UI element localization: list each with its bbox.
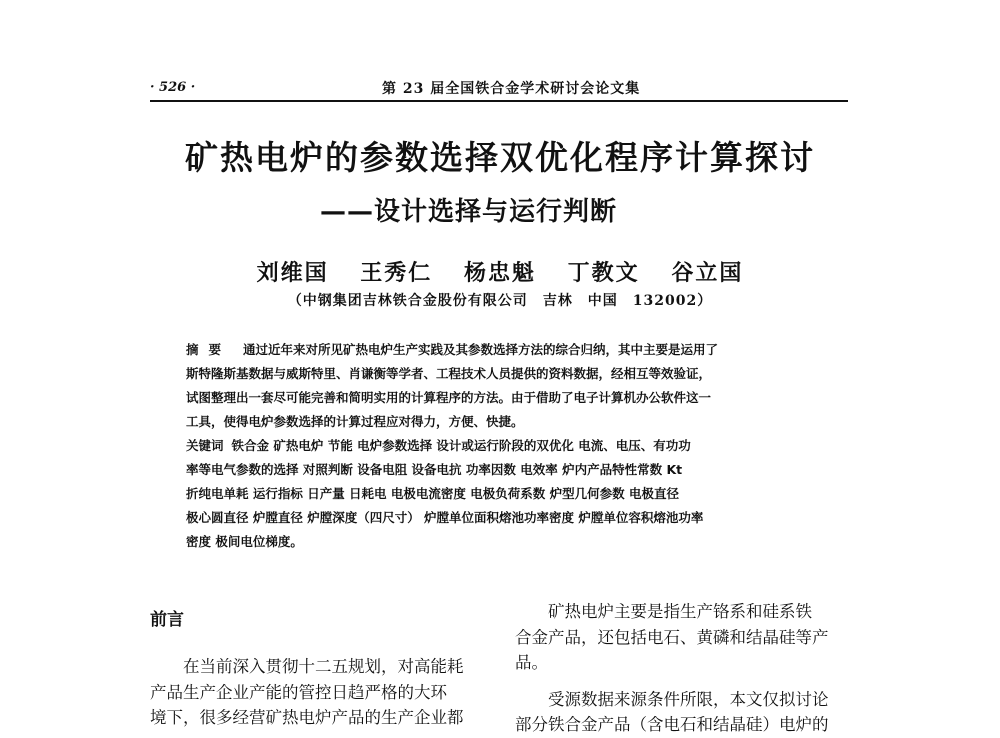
- abstract-line: 试图整理出一套尽可能完善和简明实用的计算程序的方法。由于借助了电子计算机办公软件这一: [186, 390, 712, 405]
- paper-title: 矿热电炉的参数选择双优化程序计算探讨: [185, 138, 815, 177]
- body-line: 在当前深入贯彻十二五规划，对高能耗: [183, 657, 464, 676]
- keywords-line: 率等电气参数的选择 对照判断 设备电阻 设备电抗 功率因数 电效率 炉内产品特性常数 Kt: [186, 462, 683, 477]
- section-heading: 前言: [150, 610, 184, 630]
- author-name: 丁教文: [567, 260, 640, 286]
- affiliation: （中钢集团吉林铁合金股份有限公司 吉林 中国 132002）: [287, 293, 713, 309]
- running-header: [150, 78, 848, 102]
- body-column-right: [515, 599, 860, 738]
- author-name: 刘维国: [256, 260, 329, 286]
- body-column-left: [150, 654, 500, 731]
- author-name: 谷立国: [671, 260, 744, 286]
- keywords-label: 关键词: [186, 438, 224, 453]
- abstract-line: 通过近年来对所见矿热电炉生产实践及其参数选择方法的综合归纳，其中主要是运用了: [243, 342, 719, 357]
- body-line: 产品生产企业产能的管控日趋严格的大环: [150, 682, 447, 702]
- body-line: 矿热电炉主要是指生产铬系和硅系铁: [548, 602, 812, 621]
- body-line: 境下，很多经营矿热电炉产品的生产企业都: [150, 708, 464, 727]
- paper-subtitle: ——设计选择与运行判断: [320, 197, 618, 227]
- keywords-line: 密度 极间电位梯度。: [186, 534, 303, 549]
- body-line: 受源数据来源条件所限，本文仅拟讨论: [548, 689, 829, 709]
- abstract-line: 工具，使得电炉参数选择的计算过程应对得力，方便、快捷。: [186, 414, 524, 429]
- abstract-block: [186, 338, 826, 554]
- body-line: 品。: [515, 653, 548, 672]
- author-name: 王秀仁: [360, 260, 433, 286]
- author-name: 杨忠魁: [463, 260, 536, 286]
- author-list: [0, 256, 1000, 287]
- keywords-line: 极心圆直径 炉膛直径 炉膛深度（四尺寸） 炉膛单位面积熔池功率密度 炉膛单位容积熔池功率: [186, 510, 704, 525]
- keywords-line: 折纯电单耗 运行指标 日产量 日耗电 电极电流密度 电极负荷系数 炉型几何参数 电极直径: [186, 486, 679, 501]
- abstract-line: 斯特隆斯基数据与威斯特里、肖谦衡等学者、工程技术人员提供的资料数据，经相互等效验证，: [186, 366, 712, 381]
- body-line: 部分铁合金产品（含电石和结晶硅）电炉的: [515, 715, 829, 734]
- running-title: 第 23 届全国铁合金学术研讨会论文集: [382, 81, 641, 97]
- body-line: 合金产品，还包括电石、黄磷和结晶硅等产: [515, 627, 829, 647]
- keywords-line: 铁合金 矿热电炉 节能 电炉参数选择 设计或运行阶段的双优化 电流、电压、有功功: [231, 438, 691, 453]
- abstract-label: 摘要: [186, 342, 232, 357]
- page-number: · 526 ·: [150, 80, 196, 95]
